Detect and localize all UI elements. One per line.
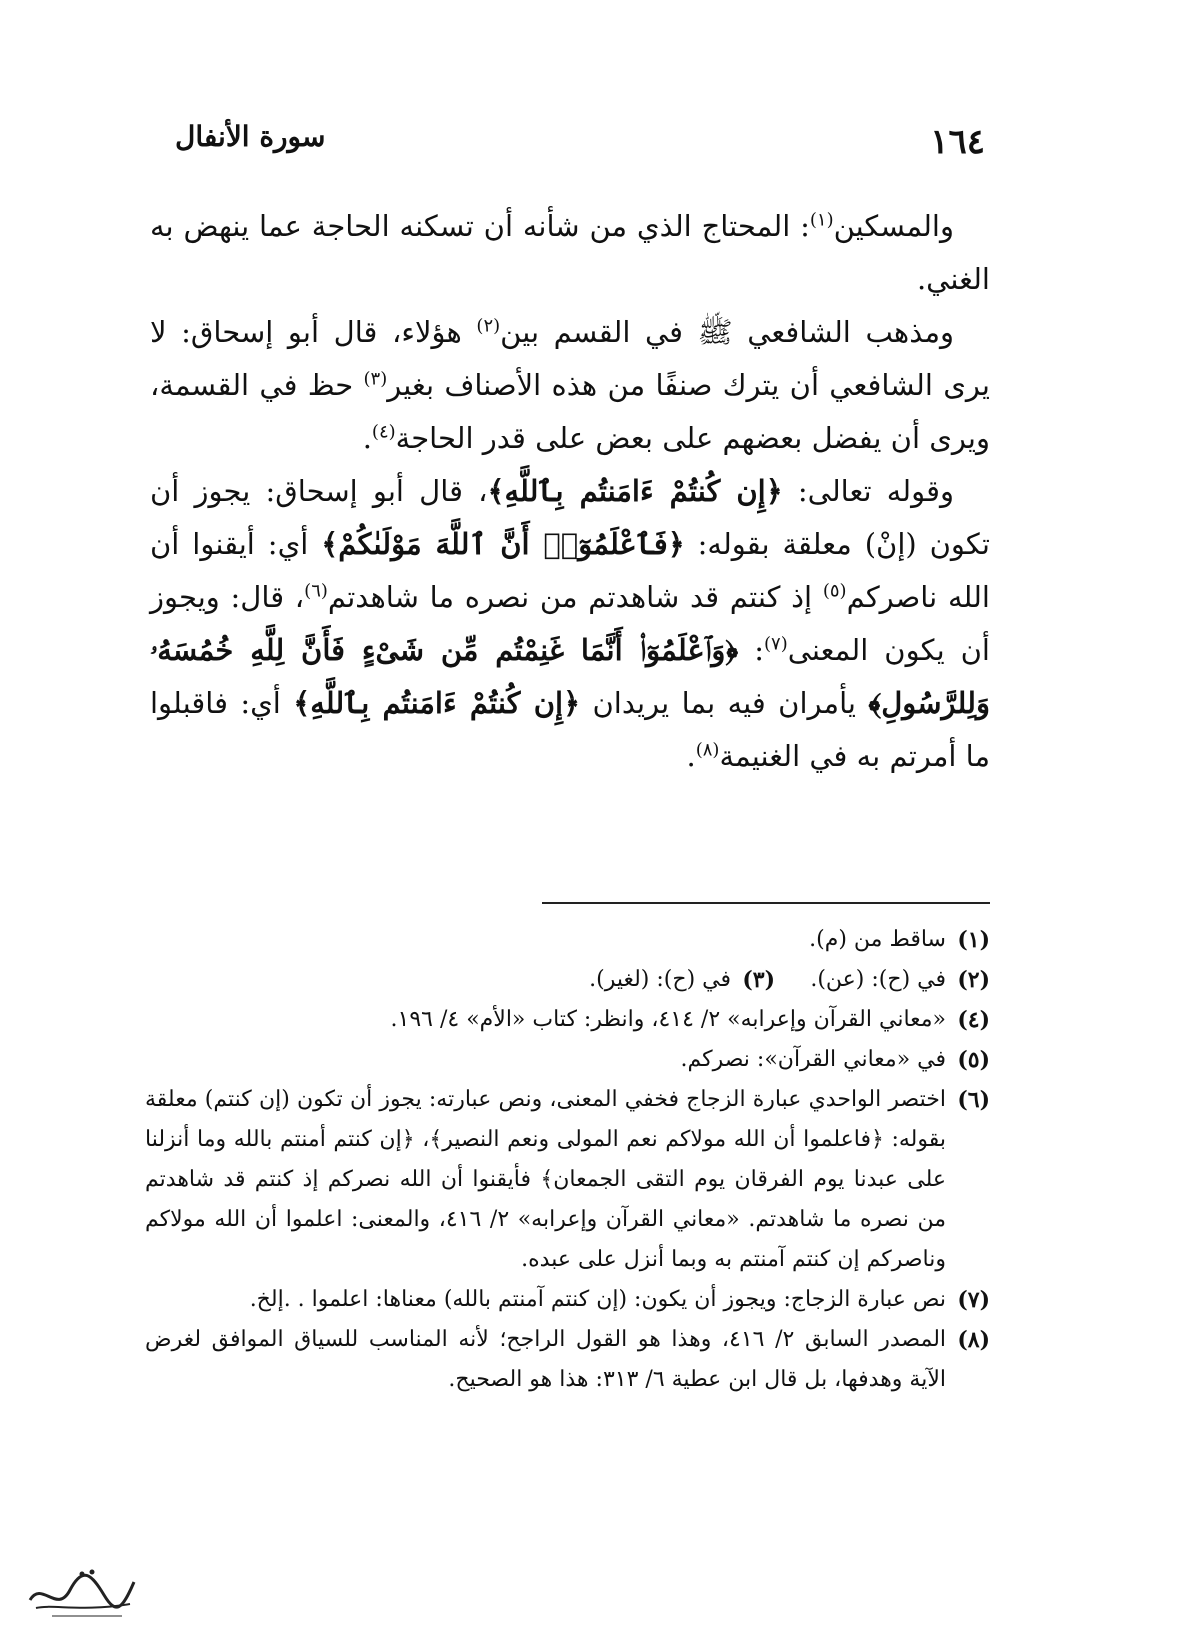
footnote-number: (٨) (957, 1327, 990, 1353)
text-span: هؤلاء، قال أبو إسحاق: لا يرى الشافعي أن يترك صنفًا من هذه الأصناف بغير (150, 315, 990, 402)
text-span: : (738, 633, 765, 667)
footnote-ref: (٤) (371, 421, 396, 443)
text-span: إذ كنتم قد شاهدتم من نصره ما شاهدتم (327, 580, 823, 614)
footnote-text: اختصر الواحدي عبارة الزجاج فخفي المعنى، ونص عبارته: يجوز أن تكون (إن كنتم) معلقة بقوله: ﴿فاعلموا أن الله مولاكم نعم المولى ونعم النصير﴾، ﴿إن كنتم أمنتم بالله وما أنزلنا على عبدنا يوم الفرقان يوم التقى الجمعان﴾ فأيقنوا أن الله نصركم إذ كنتم قد شاهدتم من نصره ما شاهدتم. «معاني القرآن وإعرابه» ٢/ ٤١٦، والمعنى: اعلموا أن الله مولاكم وناصركم إن كنتم آمنتم به وبما أنزل على عبده. (145, 1087, 946, 1272)
footnote-7 (145, 1280, 990, 1320)
footnote-1 (145, 920, 990, 960)
footnote-number: (٧) (957, 1287, 990, 1313)
page-header (175, 110, 985, 170)
footnote-ref: (١) (809, 209, 834, 231)
text-span: . (362, 421, 372, 455)
text-span: ومذهب الشافعي ﷺ في القسم بين (500, 315, 954, 349)
footnote-number: (٢) (957, 967, 990, 993)
footnote-ref: (٨) (695, 739, 720, 761)
footnote-ref: (٥) (822, 580, 847, 602)
footnote-ref: (٢) (476, 315, 501, 337)
running-title: سورة الأنفال (175, 120, 326, 153)
text-span: أي: أيقنوا أن الله ناصركم (150, 527, 990, 614)
footnote-ref: (٧) (764, 633, 788, 655)
footnote-text: المصدر السابق ٢/ ٤١٦، وهذا هو القول الراجح؛ لأنه المناسب للسياق الموافق لغرض الآية وهدفها، بل قال ابن عطية ٦/ ٣١٣: هذا هو الصحيح. (145, 1327, 947, 1392)
text-span: وقوله تعالى: (782, 474, 954, 508)
paragraph-2 (150, 306, 990, 465)
publisher-logo-icon (22, 1560, 142, 1625)
text-span: حظ في القسمة، ويرى أن يفضل بعضهم على بعض على قدر الحاجة (150, 368, 990, 455)
text-span: ، قال أبو إسحاق: يجوز أن تكون (إنْ) معلقة بقوله: (150, 474, 990, 561)
paragraph-3 (150, 465, 990, 783)
footnote-text: في (ح): (عن). (810, 967, 946, 992)
footnotes (145, 920, 990, 1400)
footnote-row (145, 960, 990, 1000)
footnote-ref: (٦) (304, 580, 328, 602)
footnote-number: (١) (957, 927, 990, 953)
footnote-8 (145, 1320, 990, 1400)
footnote-text: نص عبارة الزجاج: ويجوز أن يكون: (إن كنتم آمنتم بالله) معناها: اعلموا . .إلخ. (249, 1287, 946, 1312)
text-span: والمسكين (833, 209, 954, 243)
footnote-text: ساقط من (م). (809, 927, 946, 952)
footnote-3 (560, 960, 775, 1000)
footnote-text: في «معاني القرآن»: نصركم. (680, 1047, 946, 1072)
footnote-2 (775, 960, 990, 1000)
footnote-text: «معاني القرآن وإعرابه» ٢/ ٤١٤، وانظر: كتاب «الأم» ٤/ ١٩٦. (390, 1007, 946, 1032)
quran-verse: ﴿إِن كُنتُمْ ءَامَنتُم بِٱللَّهِ﴾ (487, 474, 783, 508)
footnote-number: (٤) (957, 1007, 990, 1033)
quran-verse: ﴿إِن كُنتُمْ ءَامَنتُم بِٱللَّهِ﴾ (293, 686, 581, 720)
main-text (150, 200, 990, 783)
footnote-4 (145, 1000, 990, 1040)
text-span: . (686, 739, 696, 773)
text-span: يأمران فيه بما يريدان (580, 686, 869, 720)
footnote-6 (145, 1080, 990, 1280)
text-span: ، قال: ويجوز أن يكون المعنى (150, 580, 990, 667)
footnote-text: في (ح): (لغير). (589, 967, 731, 992)
text-span: أي: فاقبلوا ما أمرتم به في الغنيمة (150, 686, 990, 773)
footnote-number: (٥) (957, 1047, 990, 1073)
footnote-number: (٣) (742, 967, 775, 993)
text-span: : المحتاج الذي من شأنه أن تسكنه الحاجة عما ينهض به الغني. (150, 209, 990, 296)
footnote-ref: (٣) (363, 368, 388, 390)
page-number: ١٦٤ (930, 122, 985, 162)
paragraph-1 (150, 200, 990, 306)
quran-verse: ﴿وَٱعْلَمُوٓا۟ أَنَّمَا غَنِمْتُم مِّن شَىْءٍ فَأَنَّ لِلَّهِ خُمُسَهُۥ وَلِلرَّسُولِ﴾ (150, 633, 990, 720)
quran-verse: ﴿فَٱعْلَمُوٓا۟ أَنَّ ٱللَّهَ مَوْلَىٰكُمْ﴾ (321, 527, 685, 561)
footnote-5 (145, 1040, 990, 1080)
footnote-divider (542, 902, 990, 904)
footnote-number: (٦) (957, 1087, 990, 1113)
